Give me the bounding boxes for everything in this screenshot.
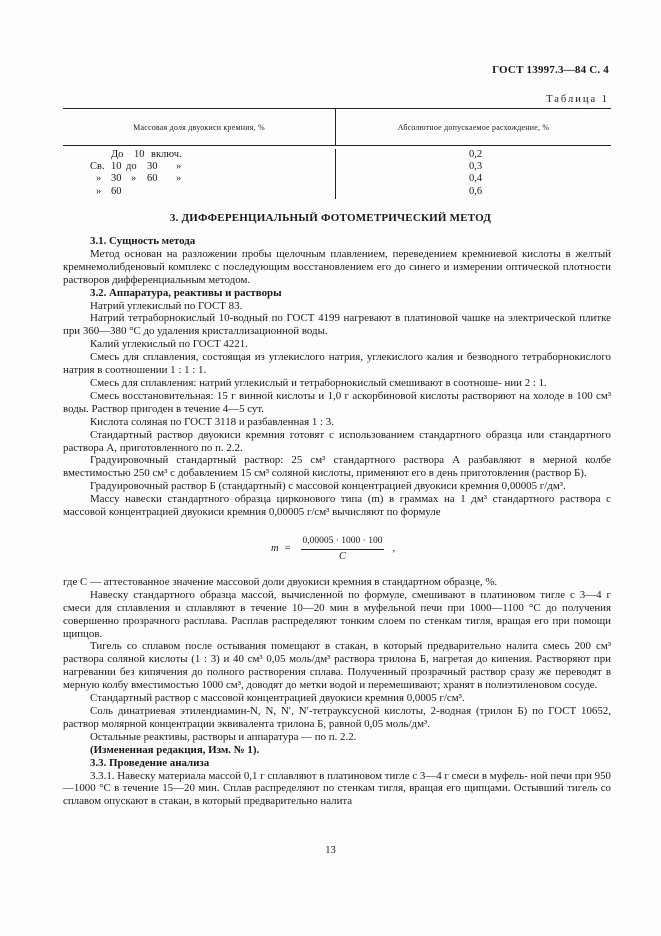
formula-numerator: 0,00005 · 1000 · 100: [301, 535, 385, 550]
formula-comma: ,: [392, 542, 396, 554]
paragraph: Массу навески стандартного образца цирконового типа (m) в граммах на 1 дм³ стандартного раствора с массовой концентрацией двуокиси кремния 0,00005 г/см³ вычисляют по формуле: [63, 493, 611, 519]
paragraph: Стандартный раствор двуокиси кремния готовят с использованием стандартного образца или стандартного раствора А, приготовленного по п. 2.2.: [63, 428, 611, 454]
table-tolerance-column: [335, 149, 611, 199]
formula-block: [63, 525, 611, 571]
paragraph: где C — аттестованное значение массовой доли двуокиси кремния в стандартном образце, %.: [63, 575, 498, 588]
table-ranges-column: [63, 149, 335, 199]
paragraph: Натрий тетраборнокислый 10-водный по ГОСТ 4199 нагревают в платиновой чашке на электрической плитке при 360—380 °С до удаления кристаллизационной воды.: [63, 312, 611, 338]
range-number: 30: [147, 161, 158, 173]
formula-equals: =: [284, 542, 291, 554]
range-number: 60: [111, 185, 122, 197]
paragraph: Натрий углекислый по ГОСТ 83.: [90, 299, 243, 312]
table-header-tolerance: Абсолютное допускаемое расхождение, %: [335, 109, 611, 145]
formula-denominator: C: [338, 550, 346, 562]
mass-formula: [271, 535, 395, 564]
paragraph: Тигель со сплавом после остывания помещают в стакан, в который предварительно налита смесь 200 см³ раствора соляной кислоты (1 : 3) и 40 см³ 0,05 моль/дм³ раствора трилона Б, нагретая до кипения. Растворяют при нагревании без кипячения до полного растворения сплава. Полученный прозрачный раствор сразу же переводят в мерную колбу вместимостью 1000 см³, доводят до метки водой и перемешивают; хранят в полиэтиленовом сосуде.: [63, 640, 611, 692]
range-number: 10: [134, 149, 145, 160]
formula-lhs: m: [271, 542, 279, 554]
tolerance-table: [63, 108, 611, 199]
paragraph: Остальные реактивы, растворы и аппаратура — по п. 2.2.: [90, 730, 357, 743]
paragraph: Градуировочный раствор Б (стандартный) с массовой концентрацией двуокиси кремния 0,00005 г/дм³.: [90, 480, 566, 493]
range-word: до: [126, 161, 137, 173]
paragraph: Смесь для сплавления: натрий углекислый и тетраборнокислый смешивают в соотноше- нии 2 : 1.: [90, 376, 547, 389]
range-word: »: [96, 185, 102, 197]
paragraph: Смесь восстановительная: 15 г винной кислоты и 1,0 г аскорбиновой кислоты растворяют на холоде в 100 см³ воды. Раствор пригоден в течение 4—5 сут.: [63, 389, 611, 415]
range-word: »: [176, 173, 182, 185]
paragraph: Градуировочный стандартный раствор: 25 см³ стандартного раствора А разбавляют в мерной колбе вместимостью 250 см³ с добавлением 15 см³ соляной кислоты, применяют его в день приготовления (раствор Б).: [63, 454, 611, 480]
amendment-note: (Измененная редакция, Изм. № 1).: [90, 743, 260, 756]
table-caption: Таблица 1: [546, 94, 609, 105]
table-header-mass-fraction: Массовая доля двуокиси кремния, %: [133, 122, 265, 132]
paragraph: Стандартный раствор с массовой концентрацией двуокиси кремния 0,0005 г/см³.: [90, 692, 465, 705]
table-header-row: [63, 109, 611, 146]
body-text: [63, 235, 611, 808]
page-number: 13: [325, 845, 336, 856]
range-number: 30: [111, 173, 122, 185]
paragraph: Калий углекислый по ГОСТ 4221.: [90, 338, 248, 351]
tolerance-value: 0,4: [468, 173, 483, 185]
subsection-heading: 3.3. Проведение анализа: [90, 756, 210, 769]
paragraph: Соль динатриевая этилендиамин-N, N, N′, N′-тетрауксусной кислоты, 2-водная (трилон Б) по ГОСТ 10652, раствор молярной концентрации эквивалента трилона Б, равной 0,05 моль/дм³.: [63, 705, 611, 730]
section-title: 3. ДИФФЕРЕНЦИАЛЬНЫЙ ФОТОМЕТРИЧЕСКИЙ МЕТОД: [169, 212, 492, 224]
range-word: включ.: [151, 149, 182, 160]
tolerance-value: 0,6: [468, 185, 483, 197]
range-word: »: [176, 161, 182, 173]
range-word: Св.: [90, 161, 105, 173]
range-word: »: [131, 173, 137, 185]
subsection-heading: 3.2. Аппаратура, реактивы и растворы: [90, 286, 282, 299]
tolerance-value: 0,2: [468, 149, 483, 160]
paragraph: Смесь для сплавления, состоящая из углекислого натрия, углекислого калия и безводного тетраборнокислого натрия в соотношении 1 : 1 : 1.: [63, 351, 611, 377]
subsection-heading: 3.1. Сущность метода: [90, 235, 196, 247]
page-header: ГОСТ 13997.3—84 С. 4: [492, 64, 609, 76]
paragraph: Навеску стандартного образца массой, вычисленной по формуле, смешивают в платиновом тигле с 3—4 г смеси для сплавления и сплавляют в течение 10—20 мин в муфельной печи при 1000—1100 °С до получения совершенно прозрачного расплава. Расплав распределяют тонким слоем по стенкам тигля, вращая его при помощи щипцов.: [63, 588, 611, 640]
paragraph: Кислота соляная по ГОСТ 3118 и разбавленная 1 : 3.: [90, 415, 334, 428]
table-body: [63, 146, 611, 199]
paragraph: 3.3.1. Навеску материала массой 0,1 г сплавляют в платиновом тигле с 3—4 г смеси в муфель- ной печи при 950—1000 °С в течение 15—20 мин. Сплав распределяют по стенкам тигля, вращая его щипцами. Остывший тигель со сплавом опускают в стакан, в который предварительно налита: [63, 769, 611, 808]
range-number: 10: [111, 161, 122, 173]
paragraph: Метод основан на разложении пробы щелочным плавлением, переведением кремниевой кислоты в желтый кремнемолибденовый комплекс с последующим восстановлением его до синего и измерении оптической плотности растворов дифференциальным методом.: [63, 247, 611, 286]
range-word: »: [96, 173, 102, 185]
formula-fraction: [301, 535, 385, 564]
range-word: До: [111, 149, 124, 160]
tolerance-value: 0,3: [468, 161, 483, 173]
range-number: 60: [147, 173, 158, 185]
